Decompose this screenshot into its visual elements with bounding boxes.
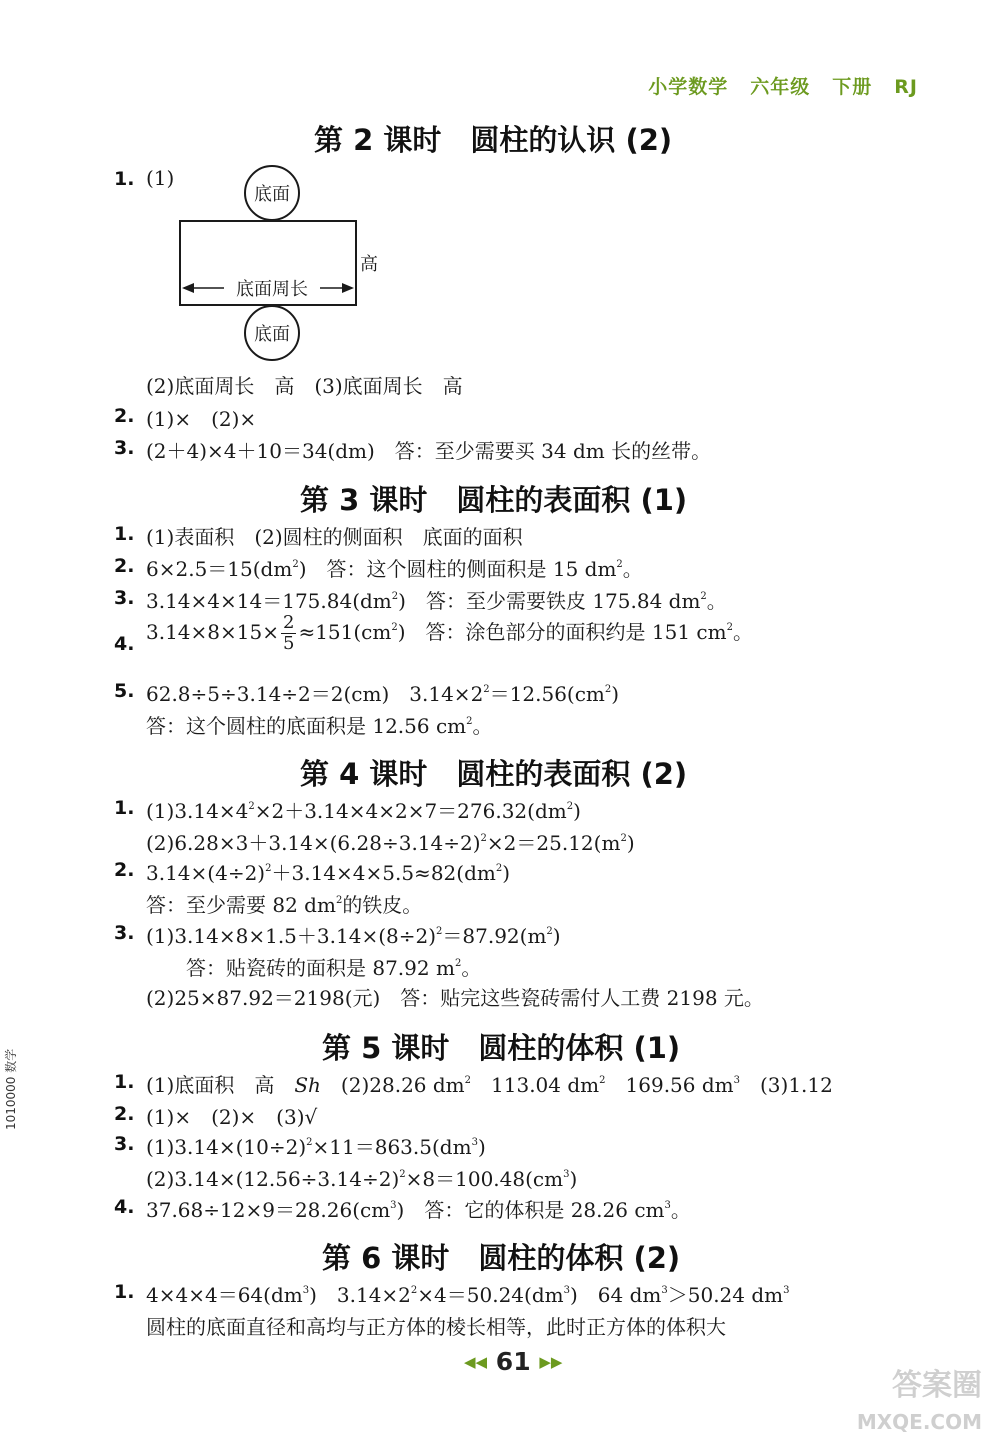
- book-header: [626, 72, 918, 99]
- section-title-2: 第 2 课时 圆柱的认识 (2): [314, 123, 673, 157]
- fraction: $\frac{2}{5}$: [282, 612, 295, 654]
- question-number: 4.: [114, 1196, 135, 1218]
- answer-line: 62.8÷5÷3.14÷2＝2(cm) $3.14\times 2^2=12.56(cm^2)$: [146, 682, 620, 706]
- section-title-3: 第 3 课时 圆柱的表面积 (1): [300, 483, 688, 517]
- answer-line: 答：至少需要 82 $dm^2$的铁皮。: [146, 893, 423, 917]
- answer-line: (2)底面周长 高 (3)底面周长 高: [146, 374, 463, 398]
- question-number: 2.: [114, 859, 135, 881]
- question-number: 2.: [114, 555, 135, 577]
- section-title-5: 第 5 课时 圆柱的体积 (1): [322, 1031, 681, 1065]
- bottom-circle-label: 底面: [254, 324, 290, 345]
- prev-arrows-icon: ◀◀: [464, 1353, 488, 1371]
- question-number: 1.: [114, 1071, 135, 1093]
- next-arrows-icon: ▶▶: [539, 1353, 563, 1371]
- answer-line: 答：贴瓷砖的面积是 87.92 $m^2$。: [186, 956, 482, 980]
- question-number: 1.: [114, 797, 135, 819]
- answer-line: 圆柱的底面直径和高均与正方体的棱长相等，此时正方体的体积大: [146, 1315, 726, 1339]
- question-number: 1.: [114, 1281, 135, 1303]
- question-number: 2.: [114, 405, 135, 427]
- question-number: 3.: [114, 1133, 135, 1155]
- answer-line: $(1)3.14\times 4^2\times 2+3.14\times 4\times 2\times 7=276.32(dm^2)$: [146, 799, 581, 823]
- question-number: 1.: [114, 523, 135, 545]
- watermark-url: MXQE.COM: [856, 1410, 982, 1434]
- answer-line: 3.14×8×15× $\frac{2}{5}$ $\approx 151(cm^2)$ 答：涂色部分的面积约是 151 $cm^2$。: [146, 612, 753, 654]
- answer-line: $(1)3.14\times 8\times 1.5+3.14\times(8\div 2)^2=87.92(m^2)$: [146, 924, 561, 948]
- question-number: 3.: [114, 922, 135, 944]
- answer-line: $3.14\times 4\times 14=175.84(dm^2)$ 答：至少需要铁皮 175.84 $dm^2$。: [146, 589, 727, 613]
- answer-line: (1)表面积 (2)圆柱的侧面积 底面的面积: [146, 525, 523, 549]
- cylinder-net-diagram: [160, 160, 400, 400]
- answer-line: $(2)6.28\times 3+3.14\times(6.28\div 3.14\div 2)^2\times 2=25.12(m^2)$: [146, 831, 635, 855]
- section-title-6: 第 6 课时 圆柱的体积 (2): [322, 1241, 681, 1275]
- question-number: 3.: [114, 437, 135, 459]
- header-subject: 小学数学: [648, 76, 729, 98]
- question-number: 1.: [114, 168, 135, 190]
- answer-line: $6\times 2.5=15(dm^2)$ 答：这个圆柱的侧面积是 15 $dm^2$。: [146, 557, 643, 581]
- answer-line: $4\times 4\times 4=64(dm^3)$ $3.14\times 2^2\times 4=50.24(dm^3)$ 64 $dm^3>50.24$ $dm^3$: [146, 1283, 790, 1307]
- side-margin-text: 1010000 数学: [4, 1048, 18, 1130]
- question-number: 5.: [114, 680, 135, 702]
- page-number: ◀◀ 61 ▶▶: [464, 1347, 563, 1376]
- answer-line: (1)× (2)× (3)√: [146, 1105, 318, 1129]
- answer-line: $37.68\div 12\times 9=28.26(cm^3)$ 答：它的体积是 28.26 $cm^3$。: [146, 1198, 691, 1222]
- width-label: 底面周长: [236, 279, 308, 300]
- question-number: 4.: [114, 633, 135, 655]
- section-title-4: 第 4 课时 圆柱的表面积 (2): [300, 757, 688, 791]
- arrow-right-head: [342, 283, 354, 293]
- answer-line: $(2)3.14\times(12.56\div 3.14\div 2)^2\times 8=100.48(cm^3)$: [146, 1167, 578, 1191]
- answer-line: $(1)3.14\times(10\div 2)^2\times 11=863.5(dm^3)$: [146, 1135, 486, 1159]
- top-circle-label: 底面: [254, 184, 290, 205]
- question-number: 3.: [114, 587, 135, 609]
- header-edition: RJ: [894, 76, 918, 98]
- height-label: 高: [360, 254, 378, 275]
- header-grade: 六年级: [750, 76, 811, 98]
- answer-part-label: (1): [146, 166, 175, 190]
- answer-line: 答：这个圆柱的底面积是 12.56 $cm^2$。: [146, 714, 493, 738]
- answer-line: (1)× (2)×: [146, 407, 257, 431]
- answer-line: (1)底面积 高 Sh (2)28.26 $dm^2$ 113.04 $dm^2$ 169.56 $dm^3$ (3)1.12: [146, 1073, 833, 1097]
- answer-line: (2＋4)×4＋10＝34(dm) 答：至少需要买 34 dm 长的丝带。: [146, 439, 712, 463]
- answer-line: (2)25×87.92＝2198(元) 答：贴完这些瓷砖需付人工费 2198 元。: [146, 986, 764, 1010]
- header-volume: 下册: [832, 76, 873, 98]
- answer-line: $3.14\times(4\div 2)^2+3.14\times 4\times 5.5\approx 82(dm^2)$: [146, 861, 511, 885]
- arrow-left-head: [182, 283, 194, 293]
- question-number: 2.: [114, 1103, 135, 1125]
- watermark-logo: 答案圈: [892, 1368, 982, 1403]
